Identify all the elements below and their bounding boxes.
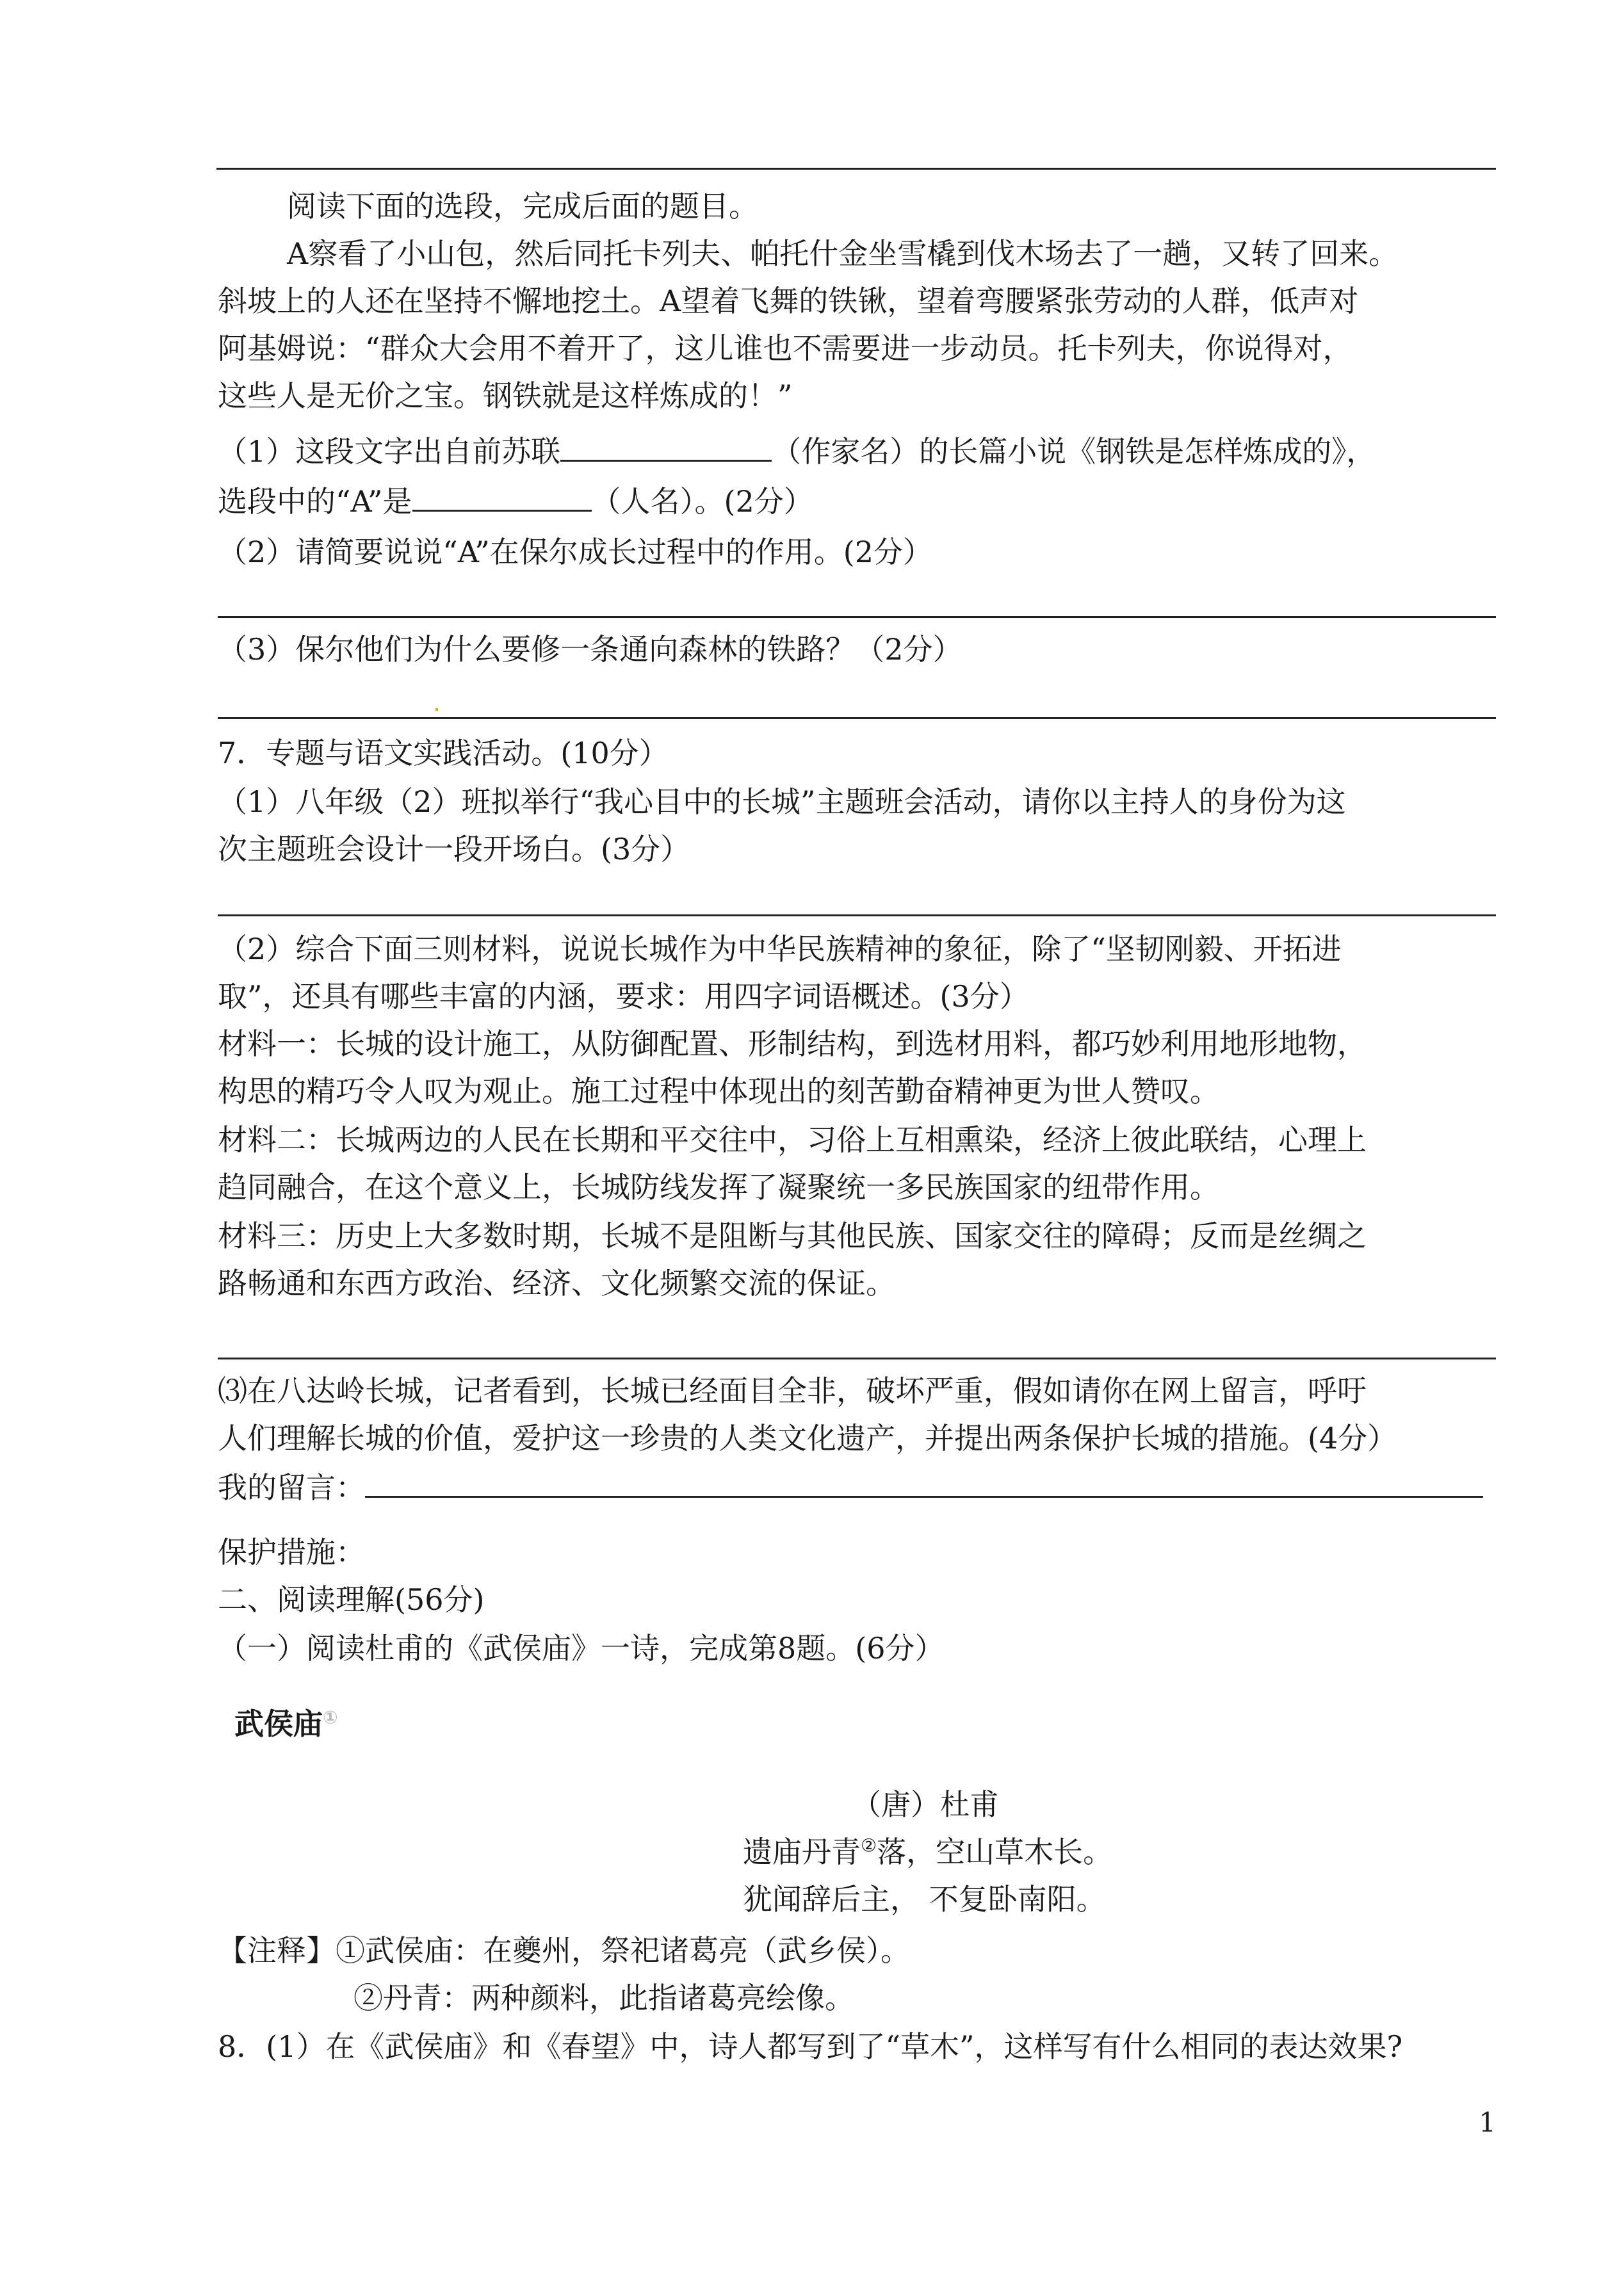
question-8: 8．(1）在《武侯庙》和《春望》中，诗人都写到了“草木”，这样写有什么相同的表达效果? [218,2029,1403,2064]
header-rule [216,168,1496,170]
message-prompt [218,1468,1483,1507]
section-2-1: （一）阅读杜甫的《武侯庙》一诗，完成第8题。(6分） [218,1631,945,1666]
character-blank[interactable] [412,482,592,512]
material-3: 路畅通和东西方政治、经济、文化频繁交流的保证。 [218,1266,895,1301]
passage-line: A察看了小山包，然后同托卡列夫、帕托什金坐雪橇到伐木场去了一趟，又转了回来。 [287,236,1399,271]
question-1-text-b: （作家名）的长篇小说《钢铁是怎样炼成的》， [772,434,1376,469]
question-1-text-c: 选段中的“A”是 [218,484,412,519]
passage-line: 这些人是无价之宝。钢铁就是这样炼成的！” [218,378,793,413]
material-2: 趋同融合，在这个意义上，长城防线发挥了凝聚统一多民族国家的纽带作用。 [218,1170,1219,1204]
question-7-1: 次主题班会设计一段开场白。(3分） [218,832,690,866]
ink-dot [435,708,438,711]
material-3: 材料三：历史上大多数时期，长城不是阻断与其他民族、国家交往的障碍；反而是丝绸之 [218,1219,1367,1253]
answer-line[interactable] [218,914,1496,916]
question-1-text-a: （1）这段文字出自前苏联 [218,434,561,469]
section-2-heading: 二、阅读理解(56分) [218,1582,485,1617]
poem-title: 武侯庙① [234,1707,338,1741]
notes-label: 【注释】 [218,1933,336,1968]
question-3: （3）保尔他们为什么要修一条通向森林的铁路？（2分） [218,632,962,667]
question-7-2: （2）综合下面三则材料，说说长城作为中华民族精神的象征，除了“坚韧刚毅、开拓进 [218,932,1342,966]
poem-line: 遗庙丹青②落，空山草木长。 [743,1835,1113,1869]
question-7-3: 人们理解长城的价值，爱护这一珍贵的人类文化遗产，并提出两条保护长城的措施。(4分） [218,1421,1397,1456]
message-label: 我的留言： [218,1470,365,1505]
question-1-text-d: （人名）。(2分） [591,484,813,519]
material-1: 构思的精巧令人叹为观止。施工过程中体现出的刻苦勤奋精神更为世人赞叹。 [218,1074,1219,1108]
question-1-line [218,432,1376,471]
page-number: 1 [1479,2107,1496,2138]
poem-author: （唐）杜甫 [852,1787,999,1822]
material-1: 材料一：长城的设计施工，从防御配置、形制结构，到选材用料，都巧妙利用地形地物， [218,1026,1367,1061]
answer-line[interactable] [218,616,1496,618]
passage-line: 阿基姆说：“群众大会用不着开了，这儿谁也不需要进一步动员。托卡列夫，你说得对， [218,331,1352,366]
answer-line[interactable] [218,1358,1496,1359]
note-2: ②丹青：两种颜料，此指诸葛亮绘像。 [353,1981,854,2015]
question-1-line-2 [218,482,813,521]
notes-line [218,1931,910,1970]
question-7-3: ⑶在八达岭长城，记者看到，长城已经面目全非，破坏严重，假如请你在网上留言，呼吁 [218,1374,1367,1408]
answer-line[interactable] [218,717,1496,719]
reading-intro: 阅读下面的选段，完成后面的题目。 [287,189,758,223]
poem-line: 犹闻辞后主， 不复卧南阳。 [743,1882,1106,1917]
measures-label: 保护措施： [218,1535,365,1569]
question-2: （2）请简要说说“A”在保尔成长过程中的作用。(2分） [218,535,932,569]
material-2: 材料二：长城两边的人民在长期和平交往中，习俗上互相熏染，经济上彼此联结，心理上 [218,1123,1367,1157]
question-7-heading: 7．专题与语文实践活动。(10分） [218,736,669,770]
question-7-1: （1）八年级（2）班拟举行“我心目中的长城”主题班会活动，请你以主持人的身份为这 [218,784,1346,819]
question-7-2: 取”，还具有哪些丰富的内涵，要求：用四字词语概述。(3分） [218,979,1029,1014]
passage-line: 斜坡上的人还在坚持不懈地挖土。A望着飞舞的铁锹，望着弯腰紧张劳动的人群，低声对 [218,284,1359,318]
message-blank[interactable] [365,1468,1483,1498]
author-blank[interactable] [560,432,772,462]
note-1: ①武侯庙：在夔州，祭祀诸葛亮（武乡侯）。 [336,1933,910,1968]
